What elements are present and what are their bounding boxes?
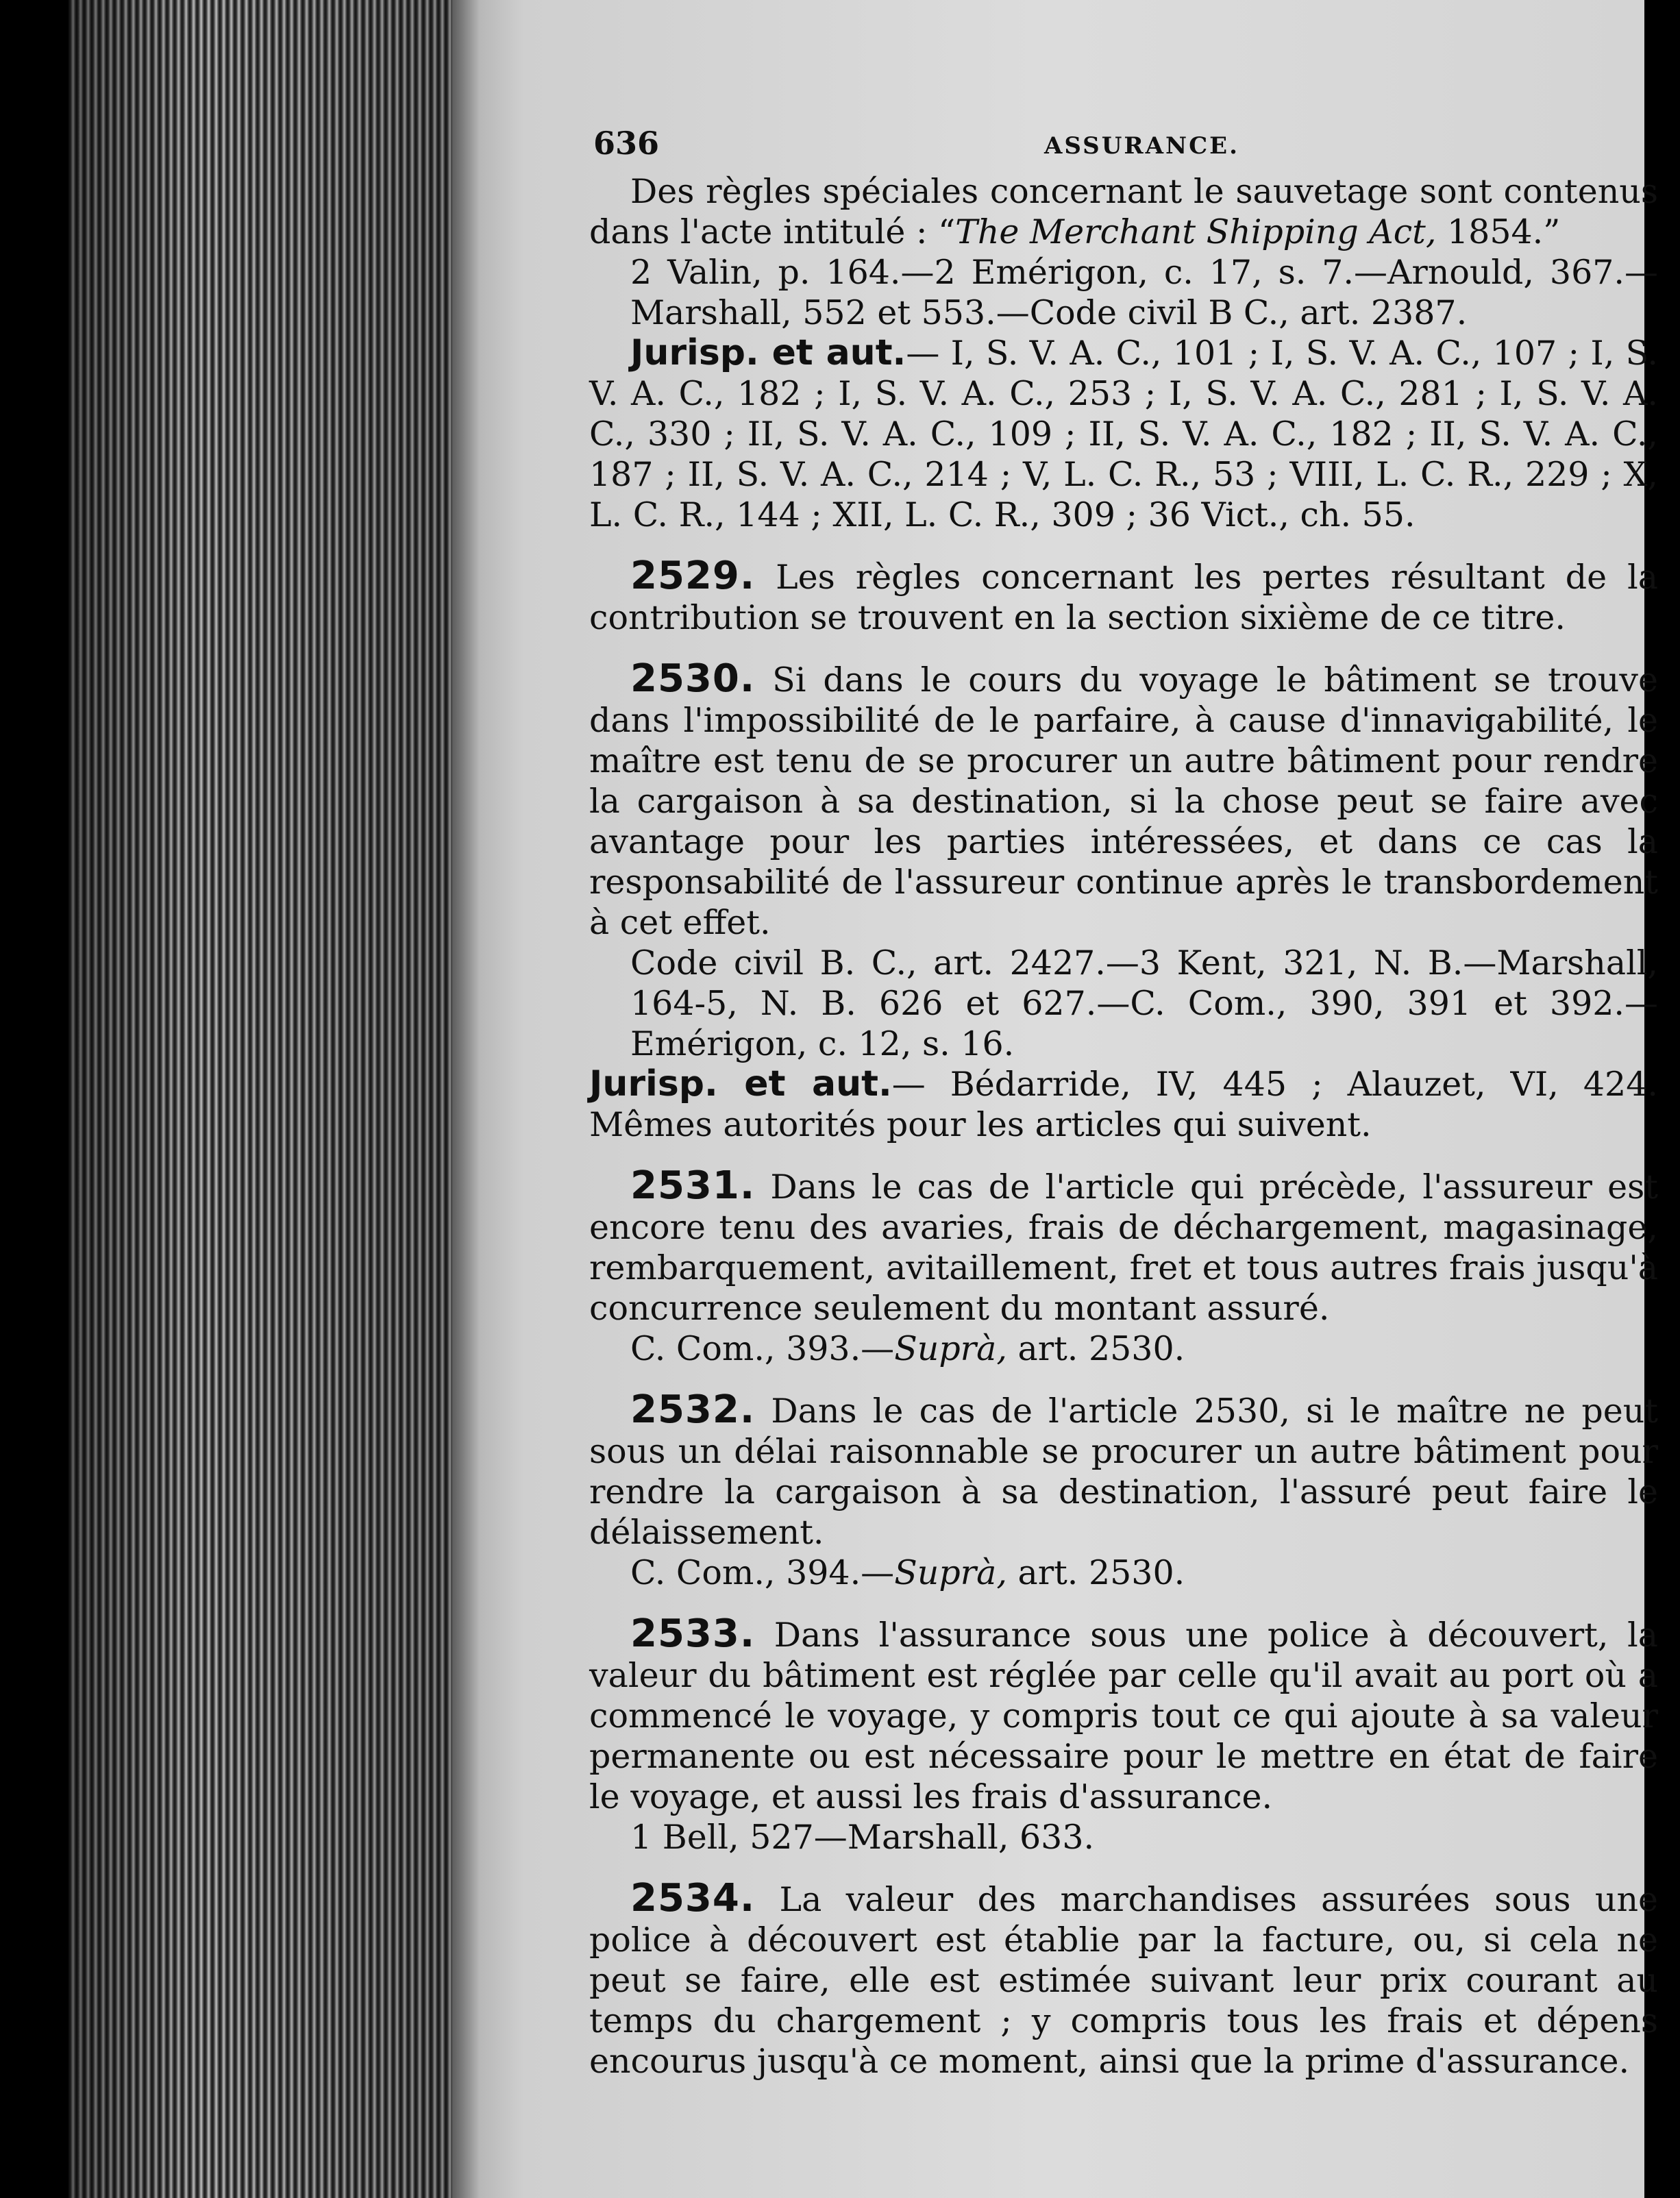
- running-head: [589, 116, 1658, 171]
- article-text: Dans le cas de l'article 2530, si le maître ne peut sous un délai raisonnable se procurer un autre bâtiment pour rendre la cargaison à sa destination, l'assuré peut faire le délaissement.: [589, 1392, 1658, 1552]
- article-2531: [589, 1165, 1658, 1329]
- intro-text-end: 1854.”: [1436, 212, 1561, 251]
- reference-supra: Suprà,: [894, 1553, 1007, 1592]
- article-text: La valeur des marchandises assurées sous une police à découvert est établie par la facture, ou, si cela ne peut se faire, elle est estimée suivant leur prix courant au temps du chargement ; y compris tous les frais et dépens encourus jusqu'à ce moment, ainsi que la prime d'assurance.: [589, 1880, 1658, 2081]
- article-2533: [589, 1614, 1658, 1817]
- reference-text: C. Com., 393.—: [630, 1329, 895, 1368]
- reference-supra: Suprà,: [894, 1329, 1007, 1368]
- book-edge-shadow: [69, 0, 452, 2198]
- article-number: 2533.: [630, 1612, 756, 1656]
- jurisprudence-text: — Bédarride, IV, 445 ; Alauzet, VI, 424. Mêmes autorités pour les articles qui suivent.: [589, 1065, 1658, 1144]
- running-title: ASSURANCE.: [1044, 132, 1239, 160]
- page-number: 636: [593, 125, 660, 162]
- intro-paragraph: [589, 171, 1658, 252]
- article-number: 2532.: [630, 1387, 756, 1432]
- article-2529: [589, 556, 1658, 638]
- article-2532: [589, 1387, 1658, 1553]
- article-text: Dans le cas de l'article qui précède, l'assureur est encore tenu des avaries, frais de déchargement, magasinage, rembarquement, avitaillement, fret et tous autres frais jusqu'à concurrence seulement du montant assuré.: [589, 1168, 1658, 1328]
- article-2531-references: [589, 1329, 1658, 1369]
- article-number: 2531.: [630, 1163, 756, 1208]
- article-2530-jurisprudence: [589, 1064, 1658, 1145]
- act-title: The Merchant Shipping Act,: [955, 212, 1437, 251]
- jurisprudence-label: Jurisp. et aut.: [630, 332, 906, 373]
- jurisprudence-label: Jurisp. et aut.: [589, 1063, 892, 1104]
- intro-references: 2 Valin, p. 164.—2 Emérigon, c. 17, s. 7.—Arnould, 367.—Marshall, 552 et 553.—Code civil B C., art. 2387.: [630, 253, 1658, 332]
- article-number: 2534.: [630, 1876, 756, 1921]
- intro-text: Des règles spéciales concernant le sauvetage sont contenus dans l'acte intitulé : “: [589, 172, 1658, 251]
- jurisprudence-text: — I, S. V. A. C., 101 ; I, S. V. A. C., 107 ; I, S. V. A. C., 182 ; I, S. V. A. C., 253 ; I, S. V. A. C., 281 ; I, S. V. A. C., 330 ; II, S. V. A. C., 109 ; II, S. V. A. C., 182 ; II, S. V. A. C., 187 ; II, S. V. A. C., 214 ; V, L. C. R., 53 ; VIII, L. C. R., 229 ; X, L. C. R., 144 ; XII, L. C. R., 309 ; 36 Vict., ch. 55.: [589, 334, 1658, 534]
- article-number: 2529.: [630, 554, 756, 598]
- article-2532-references: [589, 1553, 1658, 1593]
- article-text: Les règles concernant les pertes résultant de la contribution se trouvent en la section sixième de ce titre.: [589, 558, 1658, 637]
- intro-jurisprudence: [589, 333, 1658, 535]
- article-2533-references: 1 Bell, 527—Marshall, 633.: [630, 1818, 1095, 1857]
- article-2534: [589, 1878, 1658, 2082]
- reference-article: art. 2530.: [1006, 1553, 1185, 1592]
- page-gutter-shadow: [452, 0, 480, 2198]
- reference-article: art. 2530.: [1006, 1329, 1185, 1368]
- article-text: Si dans le cours du voyage le bâtiment se trouve dans l'impossibilité de le parfaire, à cause d'innavigabilité, le maître est tenu de se procurer un autre bâtiment pour rendre la cargaison à sa destination, si la chose peut se faire avec avantage pour les parties intéressées, et dans ce cas la responsabilité de l'assureur continue après le transbordement à cet effet.: [589, 660, 1658, 942]
- article-text: Dans l'assurance sous une police à découvert, la valeur du bâtiment est réglée par celle qu'il avait au port où a commencé le voyage, y compris tout ce qui ajoute à sa valeur permanente ou est nécessaire pour le mettre en état de faire le voyage, et aussi les frais d'assurance.: [589, 1616, 1658, 1816]
- page-content: [589, 116, 1658, 2082]
- reference-text: C. Com., 394.—: [630, 1553, 895, 1592]
- article-2530: [589, 658, 1658, 943]
- article-2530-references: Code civil B. C., art. 2427.—3 Kent, 321, N. B.—Marshall, 164-5, N. B. 626 et 627.—C. Com., 390, 391 et 392.—Emérigon, c. 12, s. 16.: [630, 943, 1658, 1063]
- article-number: 2530.: [630, 656, 756, 701]
